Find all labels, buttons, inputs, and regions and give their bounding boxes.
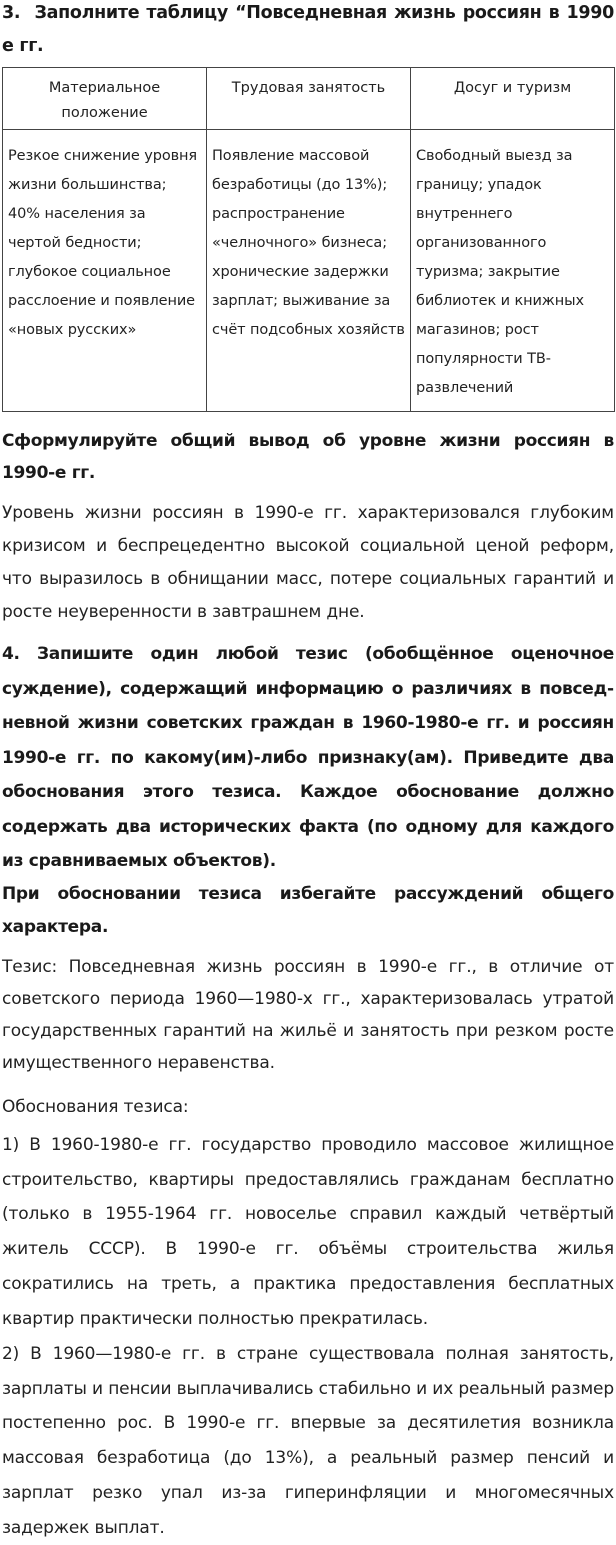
header-employment: Трудовая занятость — [207, 68, 411, 130]
conclusion-answer: Уровень жизни россиян в 1990-е гг. характеризовался глубоким кризисом и беспрецедентно высокой социальной ценой реформ, что выразилось в обнищании масс, потере социальных гарантий и росте неуверенности в завтрашнем дне. — [2, 503, 614, 622]
justification-2: 2) В 1960—1980-е гг. в стране существовала полная занятость, зарплаты и пенсии выплачивались стабильно и их реальный размер постепенно рос. В 1990-е гг. впервые за десятилетия возникла массовая безработица (до 13%), а реальный размер пенсий и зарплат резко упал из-за гиперинфляции и многомесячных задержек выплат. — [2, 1344, 614, 1538]
justifications-heading: Обоснования тезиса: — [2, 1097, 189, 1117]
task3-title-text: Заполните таблицу “Повседневная жизнь россиян в 1990 е гг. — [2, 3, 614, 56]
conclusion-question: Сформулируйте общий вывод об уровне жизни россиян в 1990-е гг. — [2, 431, 614, 483]
justification-1: 1) В 1960-1980-е гг. государство проводило массовое жилищное строительство, квартиры предоставлялись гражданам бесплатно (только в 1955-1964 гг. новоселье справил каждый четвёртый житель СССР). В 1990-е гг. объёмы строительства жилья сократились на треть, а практика предоставления бесплатных квартир практически полностью прекратилась. — [2, 1135, 614, 1329]
thesis-paragraph: Тезис: Повседневная жизнь россиян в 1990-е гг., в отличие от советского периода 1960—1980-х гг., характеризовалась утратой государственных гарантий на жильё и занятость при резком росте имущественного неравенства. — [2, 957, 614, 1073]
cell-material-status: Резкое снижение уровня жизни большинства; 40% населения за чертой бедности; глубокое социальное расслоение и появление «новых русских» — [3, 130, 207, 412]
cell-employment: Появление массовой безработицы (до 13%); распространение «челночного» бизнеса; хронические задержки зарплат; выживание за счёт подсобных хозяйств — [207, 130, 411, 412]
task4-note: При обосновании тезиса избегайте рассуждений общего характера. — [2, 884, 614, 937]
header-leisure-tourism: Досуг и туризм — [411, 68, 615, 130]
cell-leisure-tourism: Свободный выезд за границу; упадок внутреннего организованного туризма; закрытие библиотек и книжных магазинов; рост популярности ТВ-развлечений — [411, 130, 615, 412]
table-row — [3, 130, 615, 412]
header-material-status: Материальное положение — [3, 68, 207, 130]
task3-number: 3. — [2, 3, 21, 23]
task4-question: 4. Запишите один любой тезис (обобщённое оценочное суждение), содержащий информацию о различиях в повседневной жизни советских граждан в 1960-1980-е гг. и россиян 1990-е гг. по какому(им)-либо признаку(ам). Приведите два обоснования этого тезиса. Каждое обоснование должно содержать два исторических факта (по одному для каждого из сравниваемых объектов). — [2, 644, 614, 871]
task3-title — [0, 0, 616, 63]
daily-life-table — [2, 67, 615, 412]
table-header-row — [3, 68, 615, 130]
